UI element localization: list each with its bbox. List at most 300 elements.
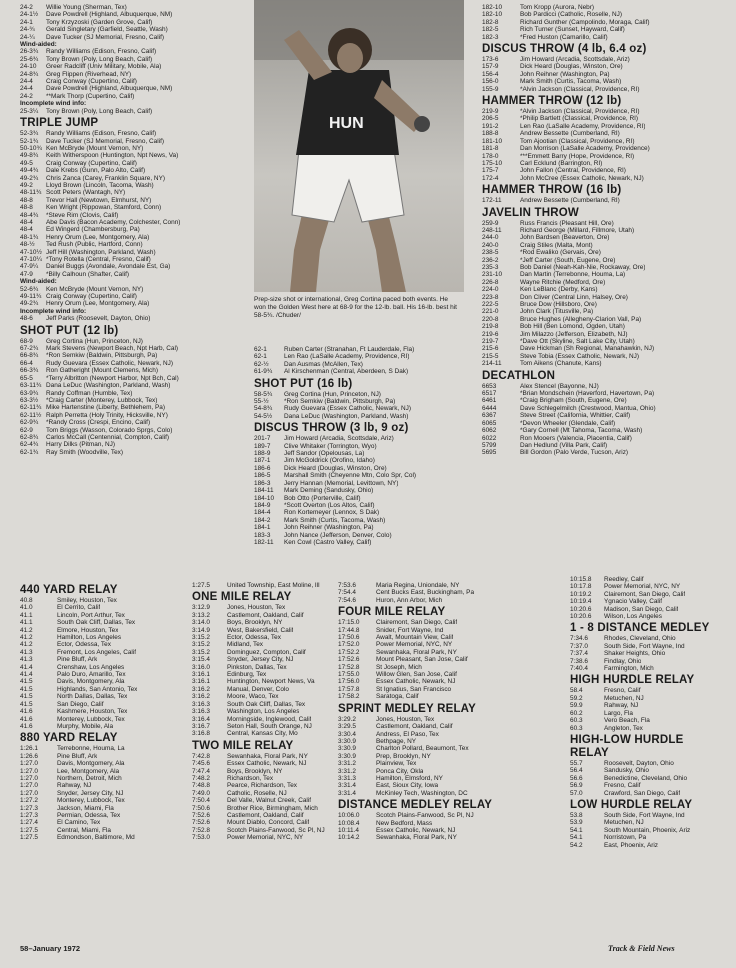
result-mark: 3:31.4 (338, 789, 356, 797)
result-name: Kashmere, Houston, Tex (57, 708, 128, 716)
result-name: Mark Smith (Curtis, Tacoma, Wash) (520, 78, 622, 86)
result-name: Dan Morrison (LaSalle Academy, Providence) (520, 145, 650, 153)
result-row (338, 812, 560, 819)
result-row (20, 145, 248, 152)
result-mark: 62-½ (254, 360, 269, 368)
result-mark: 188-9 (254, 450, 271, 458)
result-name: Benedictine, Cleveland, Ohio (604, 774, 688, 782)
result-row (20, 63, 248, 70)
result-row (570, 576, 722, 583)
result-name: Alex Stencel (Bayonne, NJ) (520, 382, 599, 390)
result-row (482, 390, 722, 397)
result-name: Rudy Guevara (Essex Catholic, Newark, NJ) (46, 359, 174, 367)
result-row (482, 316, 722, 323)
result-name: *Ron Semkiw (Baldwin, Pittsburgh, Pa) (46, 352, 158, 360)
result-mark: 24-1 (20, 18, 33, 26)
result-name: South Oak Cliff, Dallas, Tex (57, 619, 136, 627)
event-heading: LOW HURDLE RELAY (570, 798, 693, 811)
result-mark: 48-8 (20, 196, 33, 204)
result-row (20, 686, 188, 693)
result-name: *Philip Bartlett (Classical, Providence, RI) (520, 115, 639, 123)
result-name: Scotch Plains-Fanwood, Sc Pl, NJ (376, 812, 474, 820)
result-mark: 47-10¼ (20, 256, 42, 263)
result-row (20, 427, 248, 434)
result-row (482, 220, 722, 227)
result-row (338, 768, 560, 775)
result-row (20, 286, 248, 293)
result-name: Shaker Heights, Ohio (604, 650, 666, 658)
result-name: Jim Howard (Arcadia, Scottsdale, Ariz) (520, 56, 630, 64)
result-mark: 10:14.2 (338, 834, 360, 842)
result-row (254, 391, 468, 398)
result-name: Chris Zanca (Carey, Franklin Square, NY) (46, 174, 166, 182)
result-name: Dick Heard (Douglas, Winston, Ore) (284, 464, 387, 472)
result-row (482, 242, 722, 249)
result-name: Tom Kropp (Aurora, Nebr) (520, 4, 595, 11)
result-row (192, 604, 340, 611)
result-row (192, 819, 340, 826)
result-mark: 187-1 (254, 457, 271, 465)
result-mark: 62-9¾ (20, 419, 39, 427)
result-mark: 240-0 (482, 241, 499, 249)
result-mark: 3:31.4 (338, 782, 356, 790)
result-name: Willow Glen, San Jose, Calif (376, 671, 457, 679)
result-name: John Bardsen (Beaverton, Ore) (520, 234, 610, 242)
result-mark: 7:54.6 (338, 596, 356, 604)
result-mark: 3:16.2 (192, 693, 210, 701)
result-row (20, 805, 188, 812)
result-name: *Terry Albritton (Newport Harbor, Npt Bch, Cal) (46, 374, 179, 382)
result-name: *Rod Ewaliko (Gervais, Ore) (520, 249, 601, 257)
event-heading: 880 YARD RELAY (20, 732, 118, 745)
result-name: Ector, Odessa, Tex (57, 641, 111, 649)
result-name: *Billy Calhoun (Shafter, Calif) (46, 270, 130, 278)
result-mark: 223-8 (482, 293, 499, 301)
result-name: Greg Flippen (Riverhead, NY) (46, 70, 132, 78)
result-name: Jeff Parks (Roosevelt, Dayton, Ohio) (46, 315, 151, 323)
result-name: Greg Cortina (Hun, Princeton, NJ) (284, 390, 381, 398)
result-name: John McCree (Essex Catholic, Newark, NJ) (520, 174, 644, 182)
result-name: Ron Mooers (Valencia, Placentia, Calif) (520, 434, 632, 442)
result-mark: 173-6 (482, 56, 499, 64)
result-mark: 7:40.4 (570, 665, 588, 673)
result-row (570, 591, 722, 598)
result-row (570, 767, 722, 774)
event-heading: SHOT PUT (16 lb) (254, 377, 353, 390)
result-name: Ken McBryde (Mount Vernon, NY) (46, 285, 144, 293)
event-heading: DISCUS THROW (3 lb, 9 oz) (254, 422, 409, 435)
result-row (20, 782, 188, 789)
result-name: Davis, Montgomery, Ala (57, 760, 125, 768)
result-name: Del Valle, Walnut Creek, Calif (227, 797, 312, 805)
result-row (20, 597, 188, 604)
result-mark: 54.1 (570, 826, 583, 834)
result-name: Maria Regina, Uniondale, NY (376, 582, 460, 589)
result-mark: 219-7 (482, 338, 499, 346)
result-mark: 54.1 (570, 834, 583, 842)
results-column (20, 4, 248, 456)
result-mark: 58-5¾ (254, 390, 273, 398)
result-name: Lee, Montgomery, Ala (57, 767, 120, 775)
result-mark: 49-4¾ (20, 167, 39, 175)
result-name: Vero Beach, Fla (604, 717, 650, 725)
result-name: Fremont, Los Angeles, Calif (57, 648, 137, 656)
result-name: Power Memorial, NYC, NY (376, 641, 453, 649)
result-row (482, 279, 722, 286)
result-name: Mike Hartenstine (Liberty, Bethlehem, Pa) (46, 404, 166, 412)
result-name: Reedley, Calif (604, 576, 644, 583)
result-row (192, 686, 340, 693)
result-name: John Reihner (Washington, Pa) (520, 70, 610, 78)
result-row (20, 26, 248, 33)
result-name: Ken Cowl (Castro Valley, Calif) (284, 538, 372, 546)
result-mark: 24-¾ (20, 26, 35, 34)
result-row (20, 716, 188, 723)
result-row (20, 56, 248, 63)
result-row (254, 495, 468, 502)
result-row (20, 812, 188, 819)
result-name: Monterey, Lubbock, Tex (57, 797, 125, 805)
result-name: Ron Gatheright (Mount Clemens, Mich) (46, 367, 158, 375)
result-name: Pinkston, Dallas, Tex (227, 663, 287, 671)
result-row (338, 597, 560, 604)
result-name: Craig Conway (Cupertino, Calif) (46, 159, 137, 167)
result-name: Seton Hall, South Orange, NJ (227, 722, 312, 730)
result-mark: 236-2 (482, 256, 499, 264)
result-mark: 17:57.8 (338, 685, 360, 693)
result-mark: 6653 (482, 382, 497, 390)
result-mark: 3:29.2 (338, 715, 356, 723)
result-mark: 184-11 (254, 487, 274, 495)
result-name: Clairemont, San Diego, Calif (604, 590, 686, 598)
result-mark: 184-10 (254, 494, 275, 502)
result-name: Dan Ausmas (McAllen, Tex) (284, 360, 363, 368)
result-row (570, 635, 722, 642)
result-row (20, 85, 248, 92)
result-name: *Craig Brigham (South, Eugene, Ore) (520, 397, 627, 405)
result-mark: 1:27.0 (20, 782, 38, 790)
result-mark: 3:30.9 (338, 752, 356, 760)
result-name: Andress, El Paso, Tex (376, 730, 439, 738)
result-mark: 7:50.4 (192, 797, 210, 805)
result-name: Castlemont, Oakland, Calif (227, 611, 304, 619)
result-row (192, 582, 340, 589)
result-row (338, 716, 560, 723)
result-mark: 1:27.5 (20, 826, 38, 834)
result-name: Craig Conway (Cupertino, Calif) (46, 78, 137, 86)
result-mark: 7:45.6 (192, 760, 210, 768)
result-row (570, 775, 722, 782)
result-name: Bob Otto (Porterville, Calif) (284, 494, 361, 502)
result-row (254, 509, 468, 516)
result-row (20, 241, 248, 248)
result-name: Sandusky, Ohio (604, 767, 649, 775)
result-mark: 17:50.6 (338, 634, 360, 642)
result-name: John Reihner (Washington, Pa) (284, 524, 374, 532)
result-name: Plainview, Tex (376, 760, 417, 768)
result-row (570, 702, 722, 709)
result-row (570, 834, 722, 841)
result-row (20, 360, 248, 367)
result-name: Rahway, NJ (604, 702, 639, 710)
result-mark: 17:52.2 (338, 648, 360, 656)
result-name: Moore, Waco, Tex (227, 693, 279, 701)
result-row (482, 383, 722, 390)
result-row (20, 19, 248, 26)
subheading: Wind-aided: (20, 41, 57, 49)
result-name: Saratoga, Calif (376, 693, 419, 701)
result-row (254, 480, 468, 487)
result-row (482, 227, 722, 234)
result-row (20, 701, 188, 708)
result-mark: 17:52.0 (338, 641, 360, 649)
result-name: Charlton Pollard, Beaumont, Tex (376, 745, 469, 753)
result-row (192, 649, 340, 656)
result-row (192, 627, 340, 634)
result-row (482, 197, 722, 204)
result-name: Gerald Singletary (Garfield, Seattle, Wash) (46, 26, 168, 34)
result-mark: 3:16.8 (192, 730, 210, 738)
result-name: Dana LeDuc (Washington, Parkland, Wash) (46, 382, 171, 390)
result-mark: 41.5 (20, 693, 33, 701)
result-name: Mark Deming (Sandusky, Ohio) (284, 487, 374, 495)
result-mark: 182-5 (482, 26, 499, 34)
result-mark: 66-3¾ (20, 367, 39, 375)
result-row (20, 419, 248, 426)
result-mark: 67-2¾ (20, 345, 39, 353)
result-row (482, 26, 722, 33)
result-mark: 182-10 (482, 4, 503, 11)
result-name: Dave Schlegelmilch (Crestwood, Mantua, Ohio) (520, 404, 656, 412)
result-mark: 41.2 (20, 641, 33, 649)
result-mark: 48-4 (20, 226, 33, 234)
result-mark: 62-11¾ (20, 404, 42, 412)
result-name: Jackson, Miami, Fla (57, 804, 114, 812)
result-mark: 48-½ (20, 241, 35, 249)
result-row (20, 834, 188, 841)
subheading: Wind-aided: (20, 278, 57, 286)
result-row (482, 175, 722, 182)
results-column (570, 576, 722, 849)
result-mark: 1:27.0 (20, 789, 38, 797)
result-mark: 157-9 (482, 63, 499, 71)
result-row (192, 634, 340, 641)
result-name: Dave Tucker (SJ Memorial, Fresno, Calif) (46, 33, 165, 41)
result-mark: 41.1 (20, 619, 33, 627)
result-name: Andrew Bessette (Cumberland, RI) (520, 197, 620, 205)
result-mark: 7:49.0 (192, 789, 210, 797)
result-row (20, 212, 248, 219)
result-row (20, 93, 248, 100)
result-mark: 24-1½ (20, 11, 39, 19)
result-row (20, 345, 248, 352)
result-name: Bob Pardicci (Catholic, Roselle, NJ) (520, 11, 622, 19)
result-row (192, 730, 340, 737)
result-row (482, 160, 722, 167)
result-mark: 60.2 (570, 709, 583, 717)
result-row (20, 78, 248, 85)
result-row (570, 695, 722, 702)
result-name: *Alvin Jackson (Classical, Providence, RI) (520, 108, 640, 116)
result-name: Mount Pleasant, San Jose, Calif (376, 656, 468, 664)
result-row (338, 820, 560, 827)
result-name: John Clark (Titusville, Pa) (520, 308, 594, 316)
result-row (192, 827, 340, 834)
result-mark: 17:58.2 (338, 693, 360, 701)
result-row (20, 367, 248, 374)
event-heading: HIGH HURDLE RELAY (570, 674, 695, 687)
result-mark: 59.2 (570, 694, 583, 702)
result-row (20, 226, 248, 233)
result-mark: 41.6 (20, 708, 33, 716)
result-name: Power Memorial, NYC, NY (227, 834, 304, 842)
result-name: Elmore, Houston, Tex (57, 626, 119, 634)
result-mark: 172-4 (482, 174, 499, 182)
result-row (20, 130, 248, 137)
result-row (570, 658, 722, 665)
result-row (20, 775, 188, 782)
result-row (338, 790, 560, 797)
result-name: Harry Dilks (Pitman, NJ) (46, 441, 116, 449)
result-name: Boys, Brooklyn, NY (227, 619, 283, 627)
result-name: Bruce Dow (Hillsboro, Ore) (520, 301, 597, 308)
result-row (192, 805, 340, 812)
result-mark: 1:27.5 (192, 582, 210, 589)
result-name: Bill Gordon (Palo Verde, Tucson, Ariz) (520, 449, 629, 457)
result-mark: 62-8¾ (20, 433, 39, 441)
result-mark: 3:31.2 (338, 760, 356, 768)
result-name: Dana LeDuc (Washington, Parkland, Wash) (284, 412, 409, 420)
result-row (20, 4, 248, 11)
result-row (338, 686, 560, 693)
result-mark: 62-1¾ (20, 448, 39, 456)
result-name: Scott Peters (Wantagh, NY) (46, 189, 126, 197)
result-name: Richard George (Millard, Fillmore, Utah) (520, 226, 635, 234)
result-mark: 248-11 (482, 226, 502, 234)
result-mark: 181-10 (482, 137, 503, 145)
result-name: Trevor Hall (Newtown, Elmhurst, NY) (46, 196, 152, 204)
result-name: Jerry Hannan (Memorial, Levittown, NY) (284, 479, 399, 487)
result-row (20, 708, 188, 715)
result-name: Davis, Montgomery, Ala (57, 678, 125, 686)
result-mark: 221-0 (482, 308, 499, 316)
result-row (338, 641, 560, 648)
result-name: Boys, Brooklyn, NY (227, 767, 283, 775)
result-row (20, 108, 248, 115)
result-row (20, 634, 188, 641)
result-name: Rhodes, Cleveland, Ohio (604, 635, 676, 643)
page-footer-issue: 58–January 1972 (20, 944, 81, 953)
result-row (338, 664, 560, 671)
result-row (254, 398, 468, 405)
result-name: Edmondson, Baltimore, Md (57, 834, 135, 842)
event-heading: DECATHLON (482, 369, 556, 382)
result-mark: 48-4¾ (20, 211, 39, 219)
result-row (192, 760, 340, 767)
result-name: Metuchen, NJ (604, 819, 644, 827)
result-row (20, 71, 248, 78)
result-name: Henry Orum (Lee, Montgomery, Ala) (46, 300, 150, 308)
result-name: Central, Miami, Fla (57, 826, 112, 834)
result-row (20, 449, 248, 456)
result-name: Sewanhaka, Floral Park, NY (376, 834, 457, 842)
result-name: McKinley Tech, Washington, DC (376, 789, 468, 797)
result-name: Dave Powdrell (Highland, Albuquerque, NM) (46, 85, 173, 93)
result-row (20, 256, 248, 263)
result-name: Palo Duro, Amarillo, Tex (57, 671, 126, 679)
result-row (482, 420, 722, 427)
result-name: *Randy Cross (Crespi, Encino, Calif) (46, 419, 151, 427)
result-name: Dale Krebs (Gunn, Palo Alto, Calif) (46, 167, 146, 175)
result-row (482, 323, 722, 330)
result-mark: 3:16.4 (192, 715, 210, 723)
result-mark: 1:27.4 (20, 819, 38, 827)
result-row (482, 257, 722, 264)
result-row (254, 502, 468, 509)
result-row (254, 413, 468, 420)
result-name: Mark Smith (Curtis, Tacoma, Wash) (284, 516, 386, 524)
result-row (20, 338, 248, 345)
result-mark: 231-10 (482, 271, 503, 279)
result-mark: 10:20.6 (570, 605, 592, 613)
result-name: New Bedford, Mass (376, 819, 433, 827)
result-name: Jones, Houston, Tex (376, 715, 435, 723)
event-heading: ONE MILE RELAY (192, 591, 292, 604)
result-name: Dick Heard (Douglas, Winston, Ore) (520, 63, 623, 71)
results-column (20, 582, 188, 842)
result-name: Permian, Odessa, Tex (57, 811, 121, 819)
result-name: Mark Stevens (Newport Beach, Npt Harb, Cal) (46, 345, 179, 353)
result-mark: 48-8 (20, 204, 33, 212)
result-name: Dave Hickman (Sh Regional, Manahawkin, NJ) (520, 345, 655, 353)
result-name: Scotch Plains-Fanwood, Sc Pl, NJ (227, 826, 325, 834)
result-name: Castlemont, Oakland, Calif (227, 811, 304, 819)
result-mark: 172-11 (482, 197, 502, 205)
results-column (254, 346, 468, 546)
result-row (254, 524, 468, 531)
result-mark: 206-5 (482, 115, 499, 123)
result-row (570, 650, 722, 657)
result-mark: 155-9 (482, 85, 499, 93)
result-row (338, 582, 560, 589)
result-mark: 188-8 (482, 130, 499, 138)
result-row (482, 78, 722, 85)
result-name: Dan Hedlund (Villa Park, Calif) (520, 441, 608, 449)
result-name: Bethpage, NY (376, 737, 417, 745)
result-name: West, Bakersfield, Calif (227, 626, 294, 634)
result-mark: 226-8 (482, 278, 499, 286)
result-name: Keith Witherspoon (Huntington, Npt News, Va) (46, 152, 179, 160)
result-row (254, 532, 468, 539)
result-mark: 52-1¾ (20, 137, 39, 145)
result-name: *Alvin Jackson (Classical, Providence, RI) (520, 85, 640, 93)
result-name: Ruben Carter (Stranahan, Ft Lauderdale, Fla) (284, 346, 415, 353)
result-name: South Side, Fort Wayne, Ind (604, 811, 685, 819)
result-name: Terrebonne, Houma, La (57, 745, 125, 753)
result-name: Dan Martin (Terrebonne, Houma, La) (520, 271, 626, 279)
result-name: Smiley, Houston, Tex (57, 597, 117, 604)
result-name: Abe Davis (Bacon Academy, Colchester, Conn) (46, 218, 181, 226)
result-mark: 52-3¾ (20, 130, 39, 138)
result-mark: 63-11¾ (20, 382, 42, 390)
result-row (20, 678, 188, 685)
result-row (20, 219, 248, 226)
result-row (20, 204, 248, 211)
result-mark: 62-4¾ (20, 441, 39, 449)
result-mark: 7:50.6 (192, 804, 210, 812)
result-row (570, 710, 722, 717)
result-name: Roosevelt, Dayton, Ohio (604, 759, 674, 767)
